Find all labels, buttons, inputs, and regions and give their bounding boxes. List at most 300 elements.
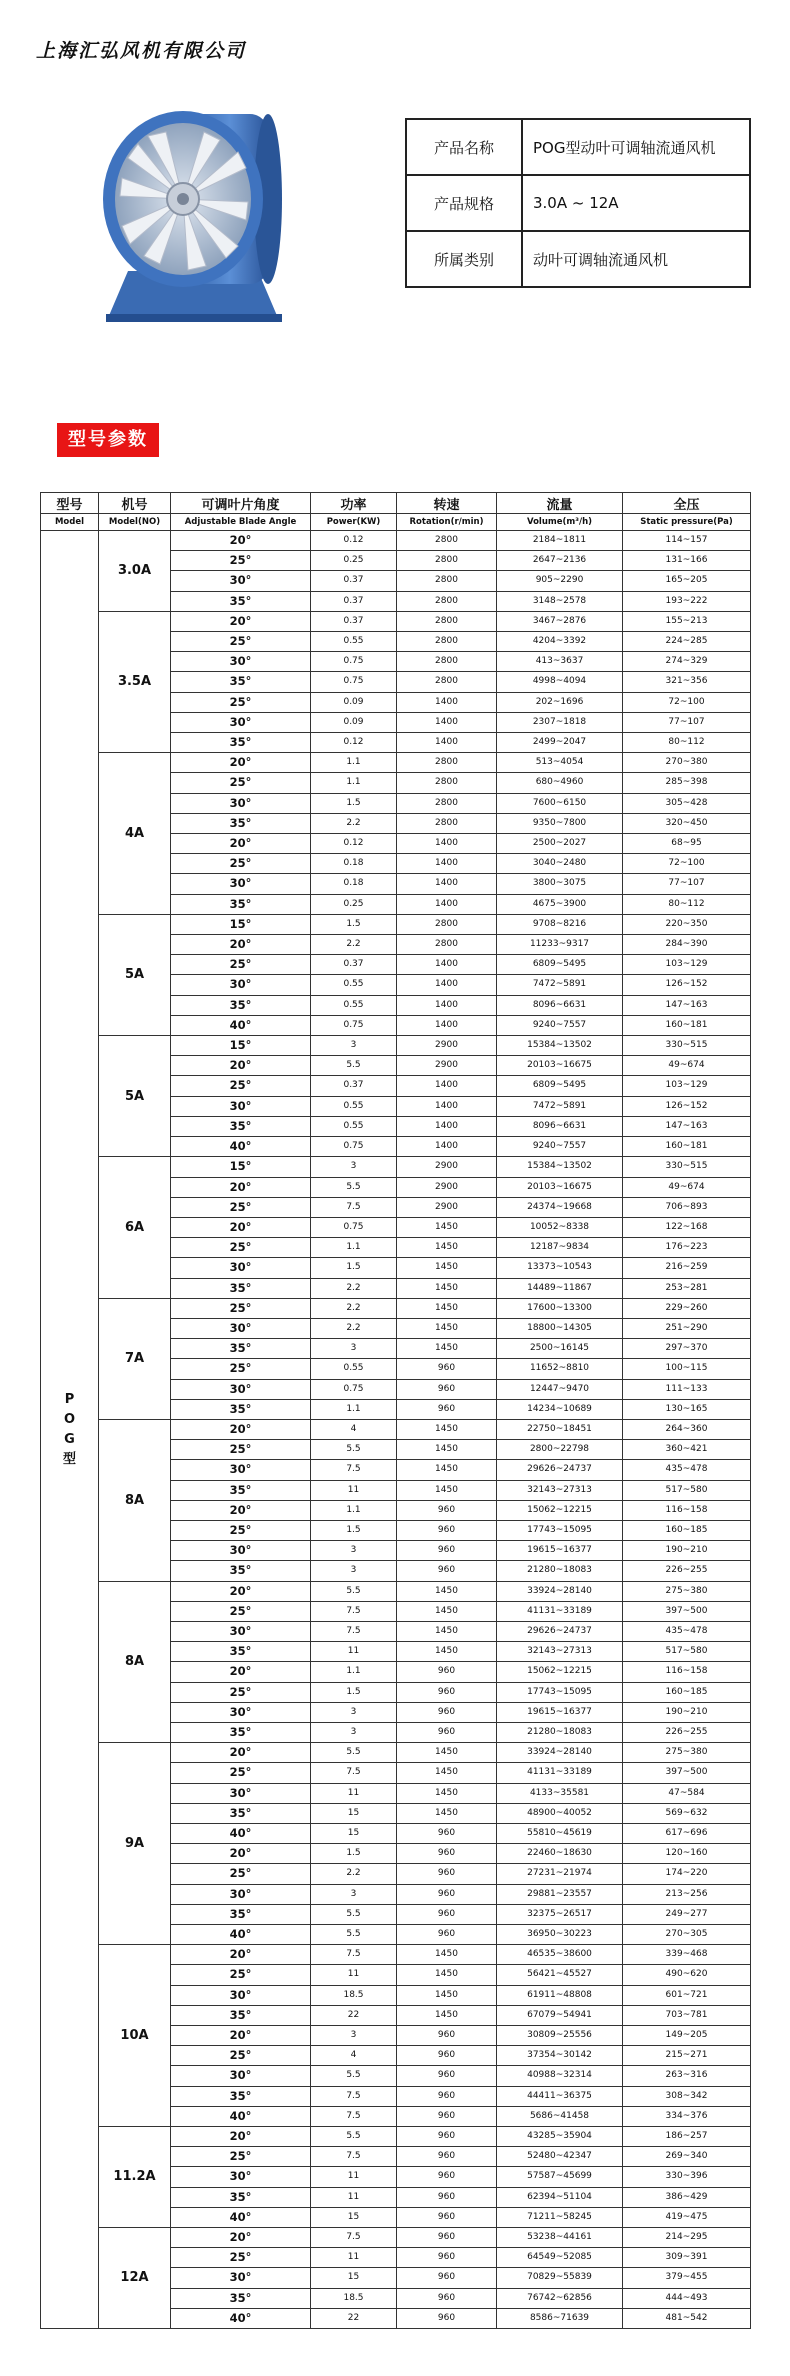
pressure-cell: 80~112: [623, 894, 751, 914]
power-cell: 15: [311, 2268, 397, 2288]
volume-cell: 18800~14305: [497, 1318, 623, 1338]
blade-angle-cell: 25°: [171, 692, 311, 712]
blade-angle-cell: 35°: [171, 2187, 311, 2207]
rotation-cell: 960: [397, 2248, 497, 2268]
volume-cell: 41131~33189: [497, 1601, 623, 1621]
power-cell: 0.75: [311, 1137, 397, 1157]
rotation-cell: 960: [397, 1520, 497, 1540]
power-cell: 1.5: [311, 914, 397, 934]
table-row: [41, 1743, 751, 1763]
rotation-cell: 960: [397, 1500, 497, 1520]
power-cell: 5.5: [311, 1440, 397, 1460]
volume-cell: 2499~2047: [497, 733, 623, 753]
volume-cell: 22460~18630: [497, 1844, 623, 1864]
rotation-cell: 1450: [397, 1440, 497, 1460]
blade-angle-cell: 20°: [171, 2127, 311, 2147]
header-volume-en: Volume(m³/h): [497, 514, 623, 531]
header-pressure-en: Static pressure(Pa): [623, 514, 751, 531]
blade-angle-cell: 30°: [171, 1621, 311, 1641]
power-cell: 0.75: [311, 1217, 397, 1237]
volume-cell: 21280~18083: [497, 1561, 623, 1581]
rotation-cell: 2800: [397, 672, 497, 692]
pressure-cell: 263~316: [623, 2066, 751, 2086]
pressure-cell: 160~185: [623, 1682, 751, 1702]
volume-cell: 29626~24737: [497, 1621, 623, 1641]
volume-cell: 9708~8216: [497, 914, 623, 934]
header-pressure-cn: 全压: [623, 493, 751, 514]
pressure-cell: 213~256: [623, 1884, 751, 1904]
rotation-cell: 960: [397, 2167, 497, 2187]
rotation-cell: 960: [397, 2026, 497, 2046]
power-cell: 0.37: [311, 955, 397, 975]
blade-angle-cell: 20°: [171, 753, 311, 773]
rotation-cell: 2900: [397, 1157, 497, 1177]
pressure-cell: 251~290: [623, 1318, 751, 1338]
blade-angle-cell: 35°: [171, 1116, 311, 1136]
rotation-cell: 1450: [397, 1985, 497, 2005]
blade-angle-cell: 30°: [171, 1702, 311, 1722]
volume-cell: 10052~8338: [497, 1217, 623, 1237]
blade-angle-cell: 25°: [171, 2147, 311, 2167]
blade-angle-cell: 20°: [171, 935, 311, 955]
blade-angle-cell: 30°: [171, 1318, 311, 1338]
pressure-cell: 149~205: [623, 2026, 751, 2046]
pressure-cell: 224~285: [623, 632, 751, 652]
volume-cell: 33924~28140: [497, 1581, 623, 1601]
blade-angle-cell: 40°: [171, 1137, 311, 1157]
power-cell: 5.5: [311, 1177, 397, 1197]
header-row-cn: [41, 493, 751, 514]
pressure-cell: 305~428: [623, 793, 751, 813]
pressure-cell: 330~396: [623, 2167, 751, 2187]
blade-angle-cell: 35°: [171, 1722, 311, 1742]
pressure-cell: 190~210: [623, 1541, 751, 1561]
power-cell: 7.5: [311, 1621, 397, 1641]
rotation-cell: 2900: [397, 1197, 497, 1217]
power-cell: 0.55: [311, 975, 397, 995]
volume-cell: 2307~1818: [497, 712, 623, 732]
power-cell: 1.5: [311, 1258, 397, 1278]
pressure-cell: 229~260: [623, 1298, 751, 1318]
power-cell: 2.2: [311, 1278, 397, 1298]
blade-angle-cell: 25°: [171, 955, 311, 975]
axial-fan-image: [88, 96, 298, 326]
pressure-cell: 320~450: [623, 813, 751, 833]
pressure-cell: 77~107: [623, 712, 751, 732]
rotation-cell: 1450: [397, 1965, 497, 1985]
blade-angle-cell: 35°: [171, 2288, 311, 2308]
pressure-cell: 114~157: [623, 531, 751, 551]
power-cell: 3: [311, 1339, 397, 1359]
pressure-cell: 706~893: [623, 1197, 751, 1217]
volume-cell: 56421~45527: [497, 1965, 623, 1985]
blade-angle-cell: 30°: [171, 793, 311, 813]
blade-angle-cell: 20°: [171, 1419, 311, 1439]
power-cell: 11: [311, 1480, 397, 1500]
machine-number-cell: 7A: [99, 1298, 171, 1419]
volume-cell: 48900~40052: [497, 1803, 623, 1823]
pressure-cell: 126~152: [623, 1096, 751, 1116]
blade-angle-cell: 40°: [171, 1925, 311, 1945]
volume-cell: 3800~3075: [497, 874, 623, 894]
volume-cell: 680~4960: [497, 773, 623, 793]
header-model-en: Model: [41, 514, 99, 531]
blade-angle-cell: 30°: [171, 1096, 311, 1116]
table-row: [41, 1157, 751, 1177]
pressure-cell: 122~168: [623, 1217, 751, 1237]
rotation-cell: 1400: [397, 1076, 497, 1096]
blade-angle-cell: 35°: [171, 1642, 311, 1662]
rotation-cell: 960: [397, 1864, 497, 1884]
power-cell: 0.18: [311, 874, 397, 894]
volume-cell: 19615~16377: [497, 1541, 623, 1561]
power-cell: 1.5: [311, 1844, 397, 1864]
info-row-name: [406, 119, 750, 175]
blade-angle-cell: 20°: [171, 1581, 311, 1601]
pressure-cell: 147~163: [623, 995, 751, 1015]
blade-angle-cell: 35°: [171, 672, 311, 692]
rotation-cell: 1450: [397, 1217, 497, 1237]
pressure-cell: 601~721: [623, 1985, 751, 2005]
power-cell: 0.55: [311, 1116, 397, 1136]
rotation-cell: 960: [397, 1399, 497, 1419]
power-cell: 7.5: [311, 1601, 397, 1621]
volume-cell: 15384~13502: [497, 1157, 623, 1177]
rotation-cell: 960: [397, 2106, 497, 2126]
pressure-cell: 49~674: [623, 1177, 751, 1197]
rotation-cell: 1450: [397, 1581, 497, 1601]
rotation-cell: 2800: [397, 935, 497, 955]
rotation-cell: 1400: [397, 854, 497, 874]
pressure-cell: 160~185: [623, 1520, 751, 1540]
pressure-cell: 126~152: [623, 975, 751, 995]
rotation-cell: 1450: [397, 1339, 497, 1359]
volume-cell: 76742~62856: [497, 2288, 623, 2308]
blade-angle-cell: 30°: [171, 1541, 311, 1561]
company-name: 上海汇弘风机有限公司: [36, 40, 247, 62]
blade-angle-cell: 35°: [171, 2005, 311, 2025]
pressure-cell: 160~181: [623, 1015, 751, 1035]
blade-angle-cell: 25°: [171, 1197, 311, 1217]
blade-angle-cell: 20°: [171, 1662, 311, 1682]
pressure-cell: 275~380: [623, 1581, 751, 1601]
power-cell: 7.5: [311, 2106, 397, 2126]
rotation-cell: 1450: [397, 1621, 497, 1641]
blade-angle-cell: 30°: [171, 2066, 311, 2086]
pressure-cell: 379~455: [623, 2268, 751, 2288]
power-cell: 11: [311, 1642, 397, 1662]
header-model-cn: 型号: [41, 493, 99, 514]
power-cell: 0.75: [311, 1379, 397, 1399]
pressure-cell: 165~205: [623, 571, 751, 591]
blade-angle-cell: 25°: [171, 1298, 311, 1318]
pressure-cell: 72~100: [623, 692, 751, 712]
volume-cell: 3040~2480: [497, 854, 623, 874]
volume-cell: 413~3637: [497, 652, 623, 672]
power-cell: 15: [311, 1803, 397, 1823]
blade-angle-cell: 30°: [171, 712, 311, 732]
blade-angle-cell: 15°: [171, 914, 311, 934]
pressure-cell: 517~580: [623, 1480, 751, 1500]
blade-angle-cell: 30°: [171, 1379, 311, 1399]
power-cell: 3: [311, 1541, 397, 1561]
power-cell: 3: [311, 1157, 397, 1177]
blade-angle-cell: 30°: [171, 571, 311, 591]
rotation-cell: 960: [397, 1824, 497, 1844]
blade-angle-cell: 25°: [171, 1238, 311, 1258]
volume-cell: 4675~3900: [497, 894, 623, 914]
power-cell: 7.5: [311, 2086, 397, 2106]
info-value: POG型动叶可调轴流通风机: [522, 119, 750, 175]
rotation-cell: 960: [397, 1722, 497, 1742]
pressure-cell: 397~500: [623, 1601, 751, 1621]
volume-cell: 40988~32314: [497, 2066, 623, 2086]
pressure-cell: 220~350: [623, 914, 751, 934]
rotation-cell: 960: [397, 2228, 497, 2248]
power-cell: 0.37: [311, 611, 397, 631]
volume-cell: 53238~44161: [497, 2228, 623, 2248]
volume-cell: 17743~15095: [497, 1682, 623, 1702]
volume-cell: 32375~26517: [497, 1904, 623, 1924]
blade-angle-cell: 30°: [171, 1884, 311, 1904]
model-cell: POG型: [41, 531, 99, 2329]
pressure-cell: 264~360: [623, 1419, 751, 1439]
pressure-cell: 321~356: [623, 672, 751, 692]
power-cell: 0.25: [311, 894, 397, 914]
rotation-cell: 1450: [397, 1945, 497, 1965]
volume-cell: 513~4054: [497, 753, 623, 773]
pressure-cell: 419~475: [623, 2207, 751, 2227]
rotation-cell: 1450: [397, 1278, 497, 1298]
volume-cell: 52480~42347: [497, 2147, 623, 2167]
blade-angle-cell: 30°: [171, 1460, 311, 1480]
pressure-cell: 226~255: [623, 1561, 751, 1581]
power-cell: 11: [311, 2167, 397, 2187]
volume-cell: 29881~23557: [497, 1884, 623, 1904]
power-cell: 15: [311, 2207, 397, 2227]
rotation-cell: 1400: [397, 733, 497, 753]
power-cell: 1.1: [311, 1500, 397, 1520]
volume-cell: 67079~54941: [497, 2005, 623, 2025]
pressure-cell: 274~329: [623, 652, 751, 672]
rotation-cell: 960: [397, 2066, 497, 2086]
volume-cell: 29626~24737: [497, 1460, 623, 1480]
power-cell: 0.75: [311, 652, 397, 672]
machine-number-cell: 3.0A: [99, 531, 171, 612]
rotation-cell: 1450: [397, 1460, 497, 1480]
rotation-cell: 1450: [397, 1238, 497, 1258]
blade-angle-cell: 25°: [171, 632, 311, 652]
volume-cell: 12187~9834: [497, 1238, 623, 1258]
rotation-cell: 2800: [397, 652, 497, 672]
blade-angle-cell: 30°: [171, 975, 311, 995]
power-cell: 0.55: [311, 632, 397, 652]
volume-cell: 4133~35581: [497, 1783, 623, 1803]
volume-cell: 6809~5495: [497, 955, 623, 975]
info-label: 产品规格: [406, 175, 522, 231]
rotation-cell: 2800: [397, 611, 497, 631]
blade-angle-cell: 30°: [171, 2167, 311, 2187]
blade-angle-cell: 25°: [171, 1965, 311, 1985]
table-row: [41, 1419, 751, 1439]
rotation-cell: 960: [397, 2127, 497, 2147]
header-machine-en: Model(NO): [99, 514, 171, 531]
power-cell: 22: [311, 2005, 397, 2025]
power-cell: 5.5: [311, 1925, 397, 1945]
model-parameters-table: [40, 492, 751, 2329]
volume-cell: 32143~27313: [497, 1480, 623, 1500]
pressure-cell: 193~222: [623, 591, 751, 611]
power-cell: 5.5: [311, 1904, 397, 1924]
blade-angle-cell: 30°: [171, 1783, 311, 1803]
pressure-cell: 270~305: [623, 1925, 751, 1945]
pressure-cell: 214~295: [623, 2228, 751, 2248]
table-row: [41, 1036, 751, 1056]
pressure-cell: 569~632: [623, 1803, 751, 1823]
rotation-cell: 960: [397, 2207, 497, 2227]
rotation-cell: 960: [397, 2147, 497, 2167]
power-cell: 3: [311, 2026, 397, 2046]
rotation-cell: 2800: [397, 571, 497, 591]
volume-cell: 4998~4094: [497, 672, 623, 692]
rotation-cell: 1400: [397, 712, 497, 732]
volume-cell: 7472~5891: [497, 1096, 623, 1116]
pressure-cell: 309~391: [623, 2248, 751, 2268]
rotation-cell: 1400: [397, 834, 497, 854]
volume-cell: 14234~10689: [497, 1399, 623, 1419]
blade-angle-cell: 35°: [171, 1339, 311, 1359]
power-cell: 0.75: [311, 672, 397, 692]
rotation-cell: 2800: [397, 914, 497, 934]
blade-angle-cell: 20°: [171, 1217, 311, 1237]
blade-angle-cell: 20°: [171, 834, 311, 854]
power-cell: 15: [311, 1824, 397, 1844]
rotation-cell: 2800: [397, 753, 497, 773]
volume-cell: 14489~11867: [497, 1278, 623, 1298]
power-cell: 4: [311, 1419, 397, 1439]
power-cell: 3: [311, 1884, 397, 1904]
info-row-category: [406, 231, 750, 287]
volume-cell: 46535~38600: [497, 1945, 623, 1965]
parameters-body: [41, 531, 751, 2329]
pressure-cell: 103~129: [623, 955, 751, 975]
pressure-cell: 131~166: [623, 551, 751, 571]
volume-cell: 905~2290: [497, 571, 623, 591]
power-cell: 4: [311, 2046, 397, 2066]
machine-number-cell: 6A: [99, 1157, 171, 1298]
rotation-cell: 960: [397, 2187, 497, 2207]
blade-angle-cell: 30°: [171, 2268, 311, 2288]
pressure-cell: 49~674: [623, 1056, 751, 1076]
rotation-cell: 2800: [397, 773, 497, 793]
volume-cell: 44411~36375: [497, 2086, 623, 2106]
power-cell: 7.5: [311, 1460, 397, 1480]
rotation-cell: 960: [397, 1702, 497, 1722]
power-cell: 0.25: [311, 551, 397, 571]
volume-cell: 7472~5891: [497, 975, 623, 995]
rotation-cell: 1400: [397, 995, 497, 1015]
blade-angle-cell: 40°: [171, 2308, 311, 2328]
table-row: [41, 1945, 751, 1965]
blade-angle-cell: 25°: [171, 2248, 311, 2268]
power-cell: 2.2: [311, 813, 397, 833]
power-cell: 0.09: [311, 692, 397, 712]
volume-cell: 11233~9317: [497, 935, 623, 955]
volume-cell: 22750~18451: [497, 1419, 623, 1439]
machine-number-cell: 4A: [99, 753, 171, 915]
rotation-cell: 2800: [397, 551, 497, 571]
pressure-cell: 47~584: [623, 1783, 751, 1803]
volume-cell: 33924~28140: [497, 1743, 623, 1763]
rotation-cell: 960: [397, 1359, 497, 1379]
rotation-cell: 960: [397, 2268, 497, 2288]
rotation-cell: 1400: [397, 955, 497, 975]
pressure-cell: 285~398: [623, 773, 751, 793]
rotation-cell: 2900: [397, 1056, 497, 1076]
machine-number-cell: 12A: [99, 2228, 171, 2329]
rotation-cell: 960: [397, 1662, 497, 1682]
info-value: 3.0A ~ 12A: [522, 175, 750, 231]
pressure-cell: 703~781: [623, 2005, 751, 2025]
power-cell: 0.55: [311, 995, 397, 1015]
blade-angle-cell: 30°: [171, 652, 311, 672]
pressure-cell: 444~493: [623, 2288, 751, 2308]
rotation-cell: 1400: [397, 692, 497, 712]
pressure-cell: 160~181: [623, 1137, 751, 1157]
pressure-cell: 330~515: [623, 1157, 751, 1177]
power-cell: 7.5: [311, 1763, 397, 1783]
header-volume-cn: 流量: [497, 493, 623, 514]
header-power-cn: 功率: [311, 493, 397, 514]
volume-cell: 21280~18083: [497, 1722, 623, 1742]
header-angle-en: Adjustable Blade Angle: [171, 514, 311, 531]
pressure-cell: 72~100: [623, 854, 751, 874]
pressure-cell: 339~468: [623, 1945, 751, 1965]
volume-cell: 15384~13502: [497, 1036, 623, 1056]
pressure-cell: 360~421: [623, 1440, 751, 1460]
blade-angle-cell: 20°: [171, 1177, 311, 1197]
blade-angle-cell: 35°: [171, 1803, 311, 1823]
power-cell: 0.37: [311, 1076, 397, 1096]
volume-cell: 17600~13300: [497, 1298, 623, 1318]
blade-angle-cell: 35°: [171, 894, 311, 914]
blade-angle-cell: 25°: [171, 1763, 311, 1783]
pressure-cell: 130~165: [623, 1399, 751, 1419]
info-label: 产品名称: [406, 119, 522, 175]
power-cell: 0.12: [311, 531, 397, 551]
power-cell: 0.12: [311, 834, 397, 854]
rotation-cell: 960: [397, 1682, 497, 1702]
volume-cell: 70829~55839: [497, 2268, 623, 2288]
rotation-cell: 1400: [397, 1137, 497, 1157]
blade-angle-cell: 25°: [171, 1682, 311, 1702]
rotation-cell: 1450: [397, 1743, 497, 1763]
table-row: [41, 2127, 751, 2147]
volume-cell: 55810~45619: [497, 1824, 623, 1844]
volume-cell: 3148~2578: [497, 591, 623, 611]
power-cell: 3: [311, 1702, 397, 1722]
table-row: [41, 914, 751, 934]
header-power-en: Power(KW): [311, 514, 397, 531]
power-cell: 2.2: [311, 1318, 397, 1338]
volume-cell: 27231~21974: [497, 1864, 623, 1884]
pressure-cell: 216~259: [623, 1258, 751, 1278]
info-row-spec: [406, 175, 750, 231]
volume-cell: 62394~51104: [497, 2187, 623, 2207]
volume-cell: 4204~3392: [497, 632, 623, 652]
pressure-cell: 249~277: [623, 1904, 751, 1924]
blade-angle-cell: 20°: [171, 611, 311, 631]
